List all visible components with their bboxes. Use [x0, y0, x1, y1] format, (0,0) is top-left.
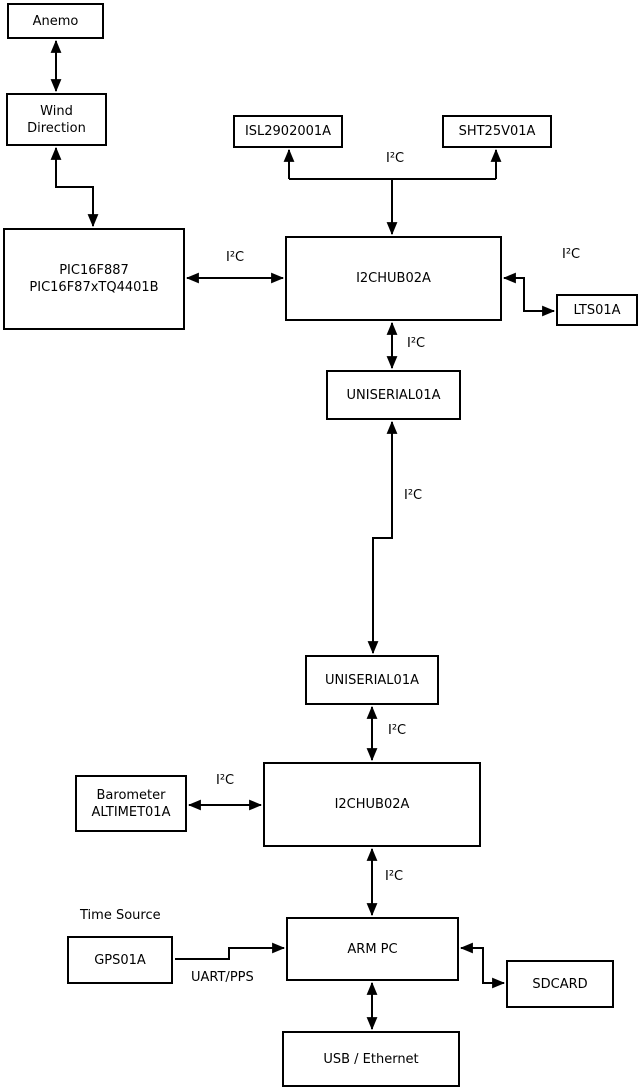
edge-label-i2c-hub1-uniserial: I²C: [407, 336, 426, 351]
connector-gps-armpc: [175, 948, 284, 959]
node-sht25v01a: [442, 115, 552, 148]
node-usb-ethernet: [282, 1031, 460, 1087]
edge-label-i2c-hub1-lts: I²C: [562, 247, 581, 262]
edge-label-i2c-pic-hub1: I²C: [226, 250, 245, 265]
node-uniserial-2-label: UNISERIAL01A: [325, 672, 419, 688]
node-i2c-hub-2-label: I2CHUB02A: [334, 797, 410, 812]
node-pic-label-line2: PIC16F87xTQ4401B: [29, 280, 159, 295]
node-usb-ethernet-label: USB / Ethernet: [323, 1051, 419, 1067]
node-barometer-label-line2: ALTIMET01A: [91, 804, 171, 820]
edge-label-i2c-top-bus: I²C: [386, 151, 405, 166]
node-pic-label-line1: PIC16F887: [59, 263, 129, 278]
node-wind-direction: [6, 93, 107, 146]
edge-label-i2c-uniserial-long: I²C: [404, 488, 423, 503]
node-barometer: [75, 775, 187, 832]
node-sdcard-label: SDCARD: [532, 976, 588, 992]
node-uniserial-2: [305, 655, 439, 705]
node-i2c-hub-1: [285, 236, 502, 321]
node-uniserial-1: [326, 370, 461, 420]
connector-wind-pic: [56, 148, 93, 226]
node-isl2902001a: [233, 115, 343, 148]
node-isl2902001a-label: ISL2902001A: [244, 124, 332, 139]
edge-label-uart-pps: UART/PPS: [191, 970, 254, 985]
node-wind-direction-label-line1: Wind: [40, 103, 73, 119]
edge-label-i2c-uniserial-hub2: I²C: [388, 723, 407, 738]
node-i2c-hub-2: [263, 762, 481, 847]
label-time-source: Time Source: [80, 908, 161, 923]
node-arm-pc: [286, 917, 459, 981]
node-arm-pc-label: ARM PC: [347, 941, 398, 957]
node-pic-microcontroller: [3, 228, 185, 330]
node-anemometer-label: Anemo: [32, 13, 79, 29]
node-gps: [67, 936, 173, 984]
edge-label-i2c-baro-hub2: I²C: [216, 773, 235, 788]
connector-uniserial1-uniserial2: [373, 422, 392, 653]
node-i2c-hub-1-label: I2CHUB02A: [356, 271, 431, 286]
node-uniserial-1-label: UNISERIAL01A: [346, 387, 441, 403]
connector-hub1-lts: [504, 278, 554, 311]
node-gps-label: GPS01A: [94, 952, 146, 968]
connector-armpc-sdcard: [461, 948, 504, 983]
node-wind-direction-label-line2: Direction: [27, 120, 86, 136]
node-lts01a: [556, 294, 638, 326]
node-anemometer: [7, 3, 104, 39]
edge-label-i2c-hub2-armpc: I²C: [385, 869, 404, 884]
node-sdcard: [506, 960, 614, 1008]
node-sht25v01a-label: SHT25V01A: [458, 124, 536, 139]
node-barometer-label-line1: Barometer: [96, 787, 166, 803]
node-lts01a-label: LTS01A: [573, 302, 621, 318]
